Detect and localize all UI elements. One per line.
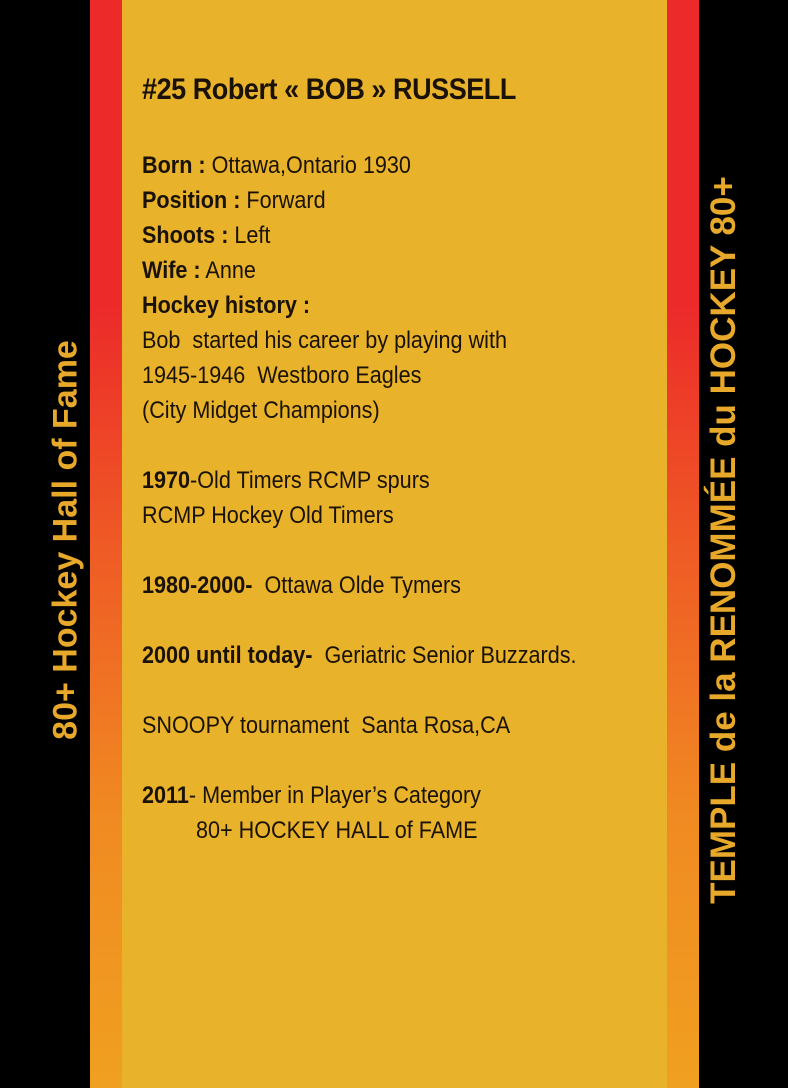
history-snoopy: SNOOPY tournament Santa Rosa,CA (142, 712, 511, 739)
spacer (142, 743, 646, 778)
year-2000: 2000 until today- (142, 642, 313, 669)
history-intro-1: Bob started his career by playing with (142, 327, 507, 354)
shoots-label: Shoots : (142, 222, 229, 249)
text-2011: - Member in Player’s Category (188, 782, 481, 809)
card-content (142, 70, 662, 848)
text-1980: Ottawa Olde Tymers (252, 572, 461, 599)
hockey-history-label: Hockey history : (142, 292, 311, 319)
born-value: Ottawa,Ontario 1930 (205, 152, 411, 179)
wife-label: Wife : (142, 257, 201, 284)
spacer (142, 533, 646, 568)
history-2011-line2: 80+ HOCKEY HALL of FAME (196, 817, 478, 844)
left-gradient-stripe (90, 0, 122, 1088)
history-1980 (142, 568, 646, 603)
text-1970: -Old Timers RCMP spurs (190, 467, 430, 494)
right-gradient-stripe (667, 0, 699, 1088)
year-1980-2000: 1980-2000- (142, 572, 253, 599)
right-vertical-caption-text: TEMPLE de la RENOMMÉE du HOCKEY 80+ (704, 176, 743, 904)
history-intro-3: (City Midget Champions) (142, 397, 380, 424)
spacer (142, 603, 646, 638)
spacer (142, 673, 646, 708)
born-label: Born : (142, 152, 206, 179)
history-2000 (142, 638, 646, 673)
player-details (142, 148, 646, 848)
shoots-row (142, 218, 646, 253)
history-2011 (142, 778, 646, 813)
wife-value: Anne (200, 257, 256, 284)
position-row (142, 183, 646, 218)
year-2011: 2011 (142, 782, 189, 809)
position-value: Forward (240, 187, 326, 214)
wife-row (142, 253, 646, 288)
history-intro-2: 1945-1946 Westboro Eagles (142, 362, 422, 389)
left-vertical-caption-text: 80+ Hockey Hall of Fame (46, 340, 85, 740)
text-2000: Geriatric Senior Buzzards. (312, 642, 577, 669)
born-row (142, 148, 646, 183)
spacer (142, 428, 646, 463)
player-title: #25 Robert « BOB » RUSSELL (142, 73, 516, 106)
position-label: Position : (142, 187, 241, 214)
history-1970 (142, 463, 646, 498)
shoots-value: Left (228, 222, 271, 249)
history-1970-line2: RCMP Hockey Old Timers (142, 502, 394, 529)
year-1970: 1970 (142, 467, 191, 494)
